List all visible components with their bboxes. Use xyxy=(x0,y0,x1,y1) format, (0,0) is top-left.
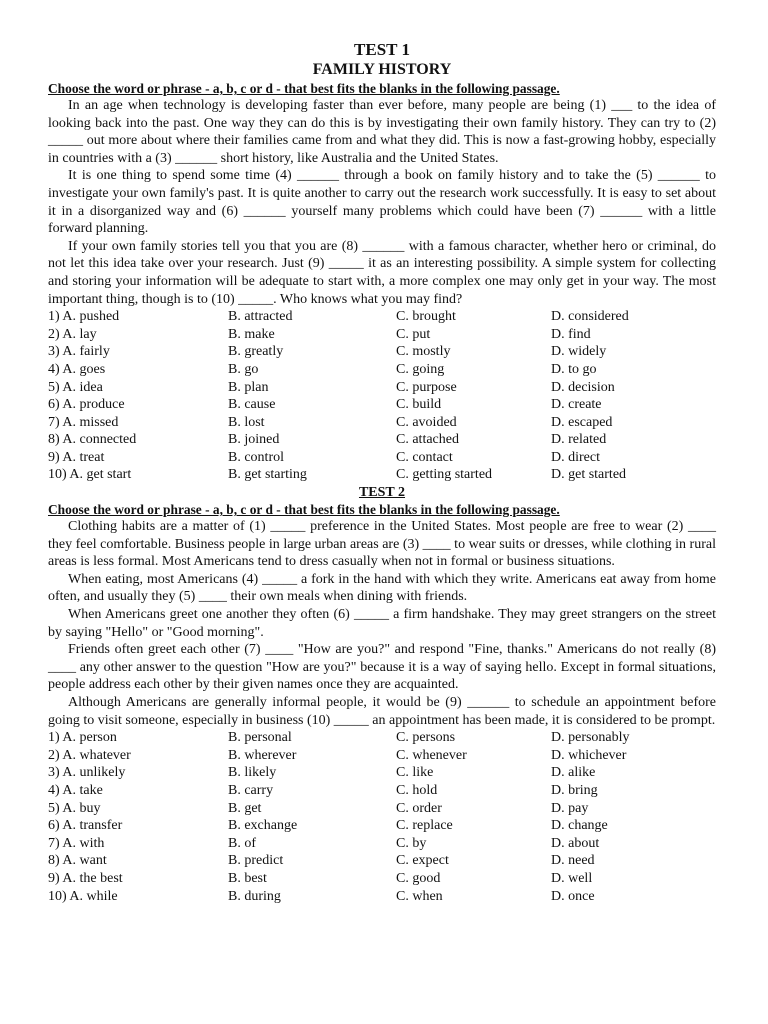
answer-option: D. widely xyxy=(551,344,607,360)
answer-option: 4) A. goes xyxy=(48,361,106,377)
answer-option: D. bring xyxy=(551,782,598,798)
answer-option: 9) A. treat xyxy=(48,449,105,465)
answer-option: 2) A. lay xyxy=(48,326,97,342)
answer-option: C. purpose xyxy=(396,379,457,395)
answer-option: C. whenever xyxy=(396,747,467,763)
answer-option: B. exchange xyxy=(228,818,298,834)
answer-option: 7) A. with xyxy=(48,835,105,851)
test2-options xyxy=(48,729,716,905)
answer-option: 7) A. missed xyxy=(48,414,119,430)
question-row xyxy=(48,449,716,467)
answer-option: C. like xyxy=(396,765,434,781)
question-row xyxy=(48,870,716,888)
answer-option: C. mostly xyxy=(396,344,451,360)
test2-instruction: Choose the word or phrase - a, b, c or d - that best fits the blanks in the following passage. xyxy=(48,502,560,518)
test1-title: TEST 1 xyxy=(354,40,410,59)
answer-option: B. get starting xyxy=(228,467,307,483)
question-row xyxy=(48,466,716,484)
answer-option: C. getting started xyxy=(396,467,493,483)
answer-option: C. order xyxy=(396,800,442,816)
answer-option: 5) A. idea xyxy=(48,379,103,395)
answer-option: B. cause xyxy=(228,397,276,413)
test1-paragraph: It is one thing to spend some time (4) ______ through a book on family history and to take the (5) ______ to investigate your own family's past. It is quite another to carry out the research work successfully. It is easy to set about it in a disorganized way and (6) ______ yourself many problems which could have been (7) ______ with a little forward planning. xyxy=(48,168,716,237)
answer-option: C. persons xyxy=(396,730,456,746)
answer-option: B. greatly xyxy=(228,344,284,360)
answer-option: 1) A. pushed xyxy=(48,309,120,325)
answer-option: B. make xyxy=(228,326,275,342)
question-row xyxy=(48,308,716,326)
answer-option: D. to go xyxy=(551,361,597,377)
answer-option: B. go xyxy=(228,361,259,377)
question-row xyxy=(48,817,716,835)
question-row xyxy=(48,414,716,432)
answer-option: B. during xyxy=(228,888,281,904)
answer-option: D. well xyxy=(551,870,593,886)
test1-paragraph: If your own family stories tell you that you are (8) ______ with a famous character, whether hero or criminal, do not let this idea take over your research. Just (9) _____ it as an interesting possibility. A simple system for collecting and storing your information will be adequate to start with, a more complex one may only get in your way. The most important thing, though is to (10) _____. Who knows what you may find? xyxy=(48,238,716,307)
question-row xyxy=(48,343,716,361)
answer-option: B. likely xyxy=(228,765,277,781)
question-row xyxy=(48,747,716,765)
answer-option: C. when xyxy=(396,888,443,904)
answer-option: D. escaped xyxy=(551,414,613,430)
test2-paragraph: Friends often greet each other (7) ____ "How are you?" and respond "Fine, thanks." Americans do not really (8) ____ any other answer to the question "How are you?" because it is a way of saying hello. Except in formal situations, people address each other by their given names once they are acquainted. xyxy=(48,642,716,693)
answer-option: B. control xyxy=(228,449,284,465)
test2-paragraph: Clothing habits are a matter of (1) _____ preference in the United States. Most people are free to wear (2) ____ they feel comfortable. Business people in large urban areas are (3) ____ to wear suits or dresses, while clothing in rural areas is less formal. Most Americans tend to dress casually when not in formal or business situations. xyxy=(48,519,716,570)
test2-title: TEST 2 xyxy=(358,485,406,501)
test2-paragraph: When eating, most Americans (4) _____ a fork in the hand with which they write. Americans eat away from home often, and usually they (5) ____ their own meals when dining with friends. xyxy=(48,571,716,605)
answer-option: 5) A. buy xyxy=(48,800,101,816)
answer-option: C. put xyxy=(396,326,431,342)
answer-option: 3) A. unlikely xyxy=(48,765,126,781)
answer-option: 1) A. person xyxy=(48,730,117,746)
answer-option: D. once xyxy=(551,888,595,904)
answer-option: C. avoided xyxy=(396,414,457,430)
answer-option: C. hold xyxy=(396,782,438,798)
question-row xyxy=(48,361,716,379)
answer-option: B. predict xyxy=(228,853,284,869)
answer-option: B. plan xyxy=(228,379,269,395)
question-row xyxy=(48,852,716,870)
answer-option: B. attracted xyxy=(228,309,293,325)
answer-option: 6) A. transfer xyxy=(48,818,123,834)
answer-option: B. wherever xyxy=(228,747,297,763)
answer-option: B. lost xyxy=(228,414,265,430)
answer-option: B. best xyxy=(228,870,267,886)
answer-option: C. good xyxy=(396,870,441,886)
test2-paragraph: Although Americans are generally informal people, it would be (9) ______ to schedule an appointment before going to visit someone, especially in business (10) _____ an appointment has been made, it is considered to be prompt. xyxy=(48,695,716,728)
answer-option: D. find xyxy=(551,326,591,342)
answer-option: B. personal xyxy=(228,730,292,746)
answer-option: D. create xyxy=(551,397,602,413)
answer-option: C. expect xyxy=(396,853,449,869)
answer-option: C. by xyxy=(396,835,427,851)
answer-option: 3) A. fairly xyxy=(48,344,110,360)
answer-option: B. carry xyxy=(228,782,274,798)
test1-subtitle: FAMILY HISTORY xyxy=(312,61,452,78)
answer-option: B. joined xyxy=(228,432,280,448)
question-row xyxy=(48,326,716,344)
answer-option: D. related xyxy=(551,432,607,448)
answer-option: C. replace xyxy=(396,818,453,834)
answer-option: C. brought xyxy=(396,309,456,325)
question-row xyxy=(48,431,716,449)
answer-option: D. considered xyxy=(551,309,629,325)
answer-option: 10) A. get start xyxy=(48,467,132,483)
answer-option: D. about xyxy=(551,835,600,851)
question-row xyxy=(48,888,716,906)
question-row xyxy=(48,782,716,800)
answer-option: 2) A. whatever xyxy=(48,747,131,763)
answer-option: D. decision xyxy=(551,379,615,395)
answer-option: D. get started xyxy=(551,467,627,483)
answer-option: 8) A. want xyxy=(48,853,107,869)
test1-options xyxy=(48,308,716,484)
answer-option: D. direct xyxy=(551,449,600,465)
question-row xyxy=(48,379,716,397)
question-row xyxy=(48,764,716,782)
answer-option: C. going xyxy=(396,361,445,377)
test1-paragraph: In an age when technology is developing faster than ever before, many people are being (1) ___ to the idea of looking back into the past. One way they can do this is by investigating their own family history. They can try to (2) _____ out more about where their families came from and what they did. This is now a fast-growing hobby, especially in countries with a (3) ______ short history, like Australia and the United States. xyxy=(48,98,716,166)
test1-instruction: Choose the word or phrase - a, b, c or d - that best fits the blanks in the following passage. xyxy=(48,81,560,96)
answer-option: D. personably xyxy=(551,730,630,746)
answer-option: C. build xyxy=(396,397,442,413)
answer-option: 10) A. while xyxy=(48,888,118,904)
answer-option: B. get xyxy=(228,800,262,816)
answer-option: C. attached xyxy=(396,432,459,448)
answer-option: D. need xyxy=(551,853,595,869)
test2-paragraph: When Americans greet one another they often (6) _____ a firm handshake. They may greet strangers on the street by saying "Hello" or "Good morning". xyxy=(48,607,716,640)
answer-option: B. of xyxy=(228,835,256,851)
question-row xyxy=(48,835,716,853)
answer-option: 8) A. connected xyxy=(48,432,137,448)
question-row xyxy=(48,800,716,818)
answer-option: D. alike xyxy=(551,765,596,781)
answer-option: D. whichever xyxy=(551,747,627,763)
answer-option: D. pay xyxy=(551,800,589,816)
answer-option: 6) A. produce xyxy=(48,397,125,413)
answer-option: 9) A. the best xyxy=(48,870,123,886)
question-row xyxy=(48,729,716,747)
answer-option: C. contact xyxy=(396,449,453,465)
answer-option: D. change xyxy=(551,818,608,834)
question-row xyxy=(48,396,716,414)
answer-option: 4) A. take xyxy=(48,782,103,798)
document xyxy=(48,40,716,905)
